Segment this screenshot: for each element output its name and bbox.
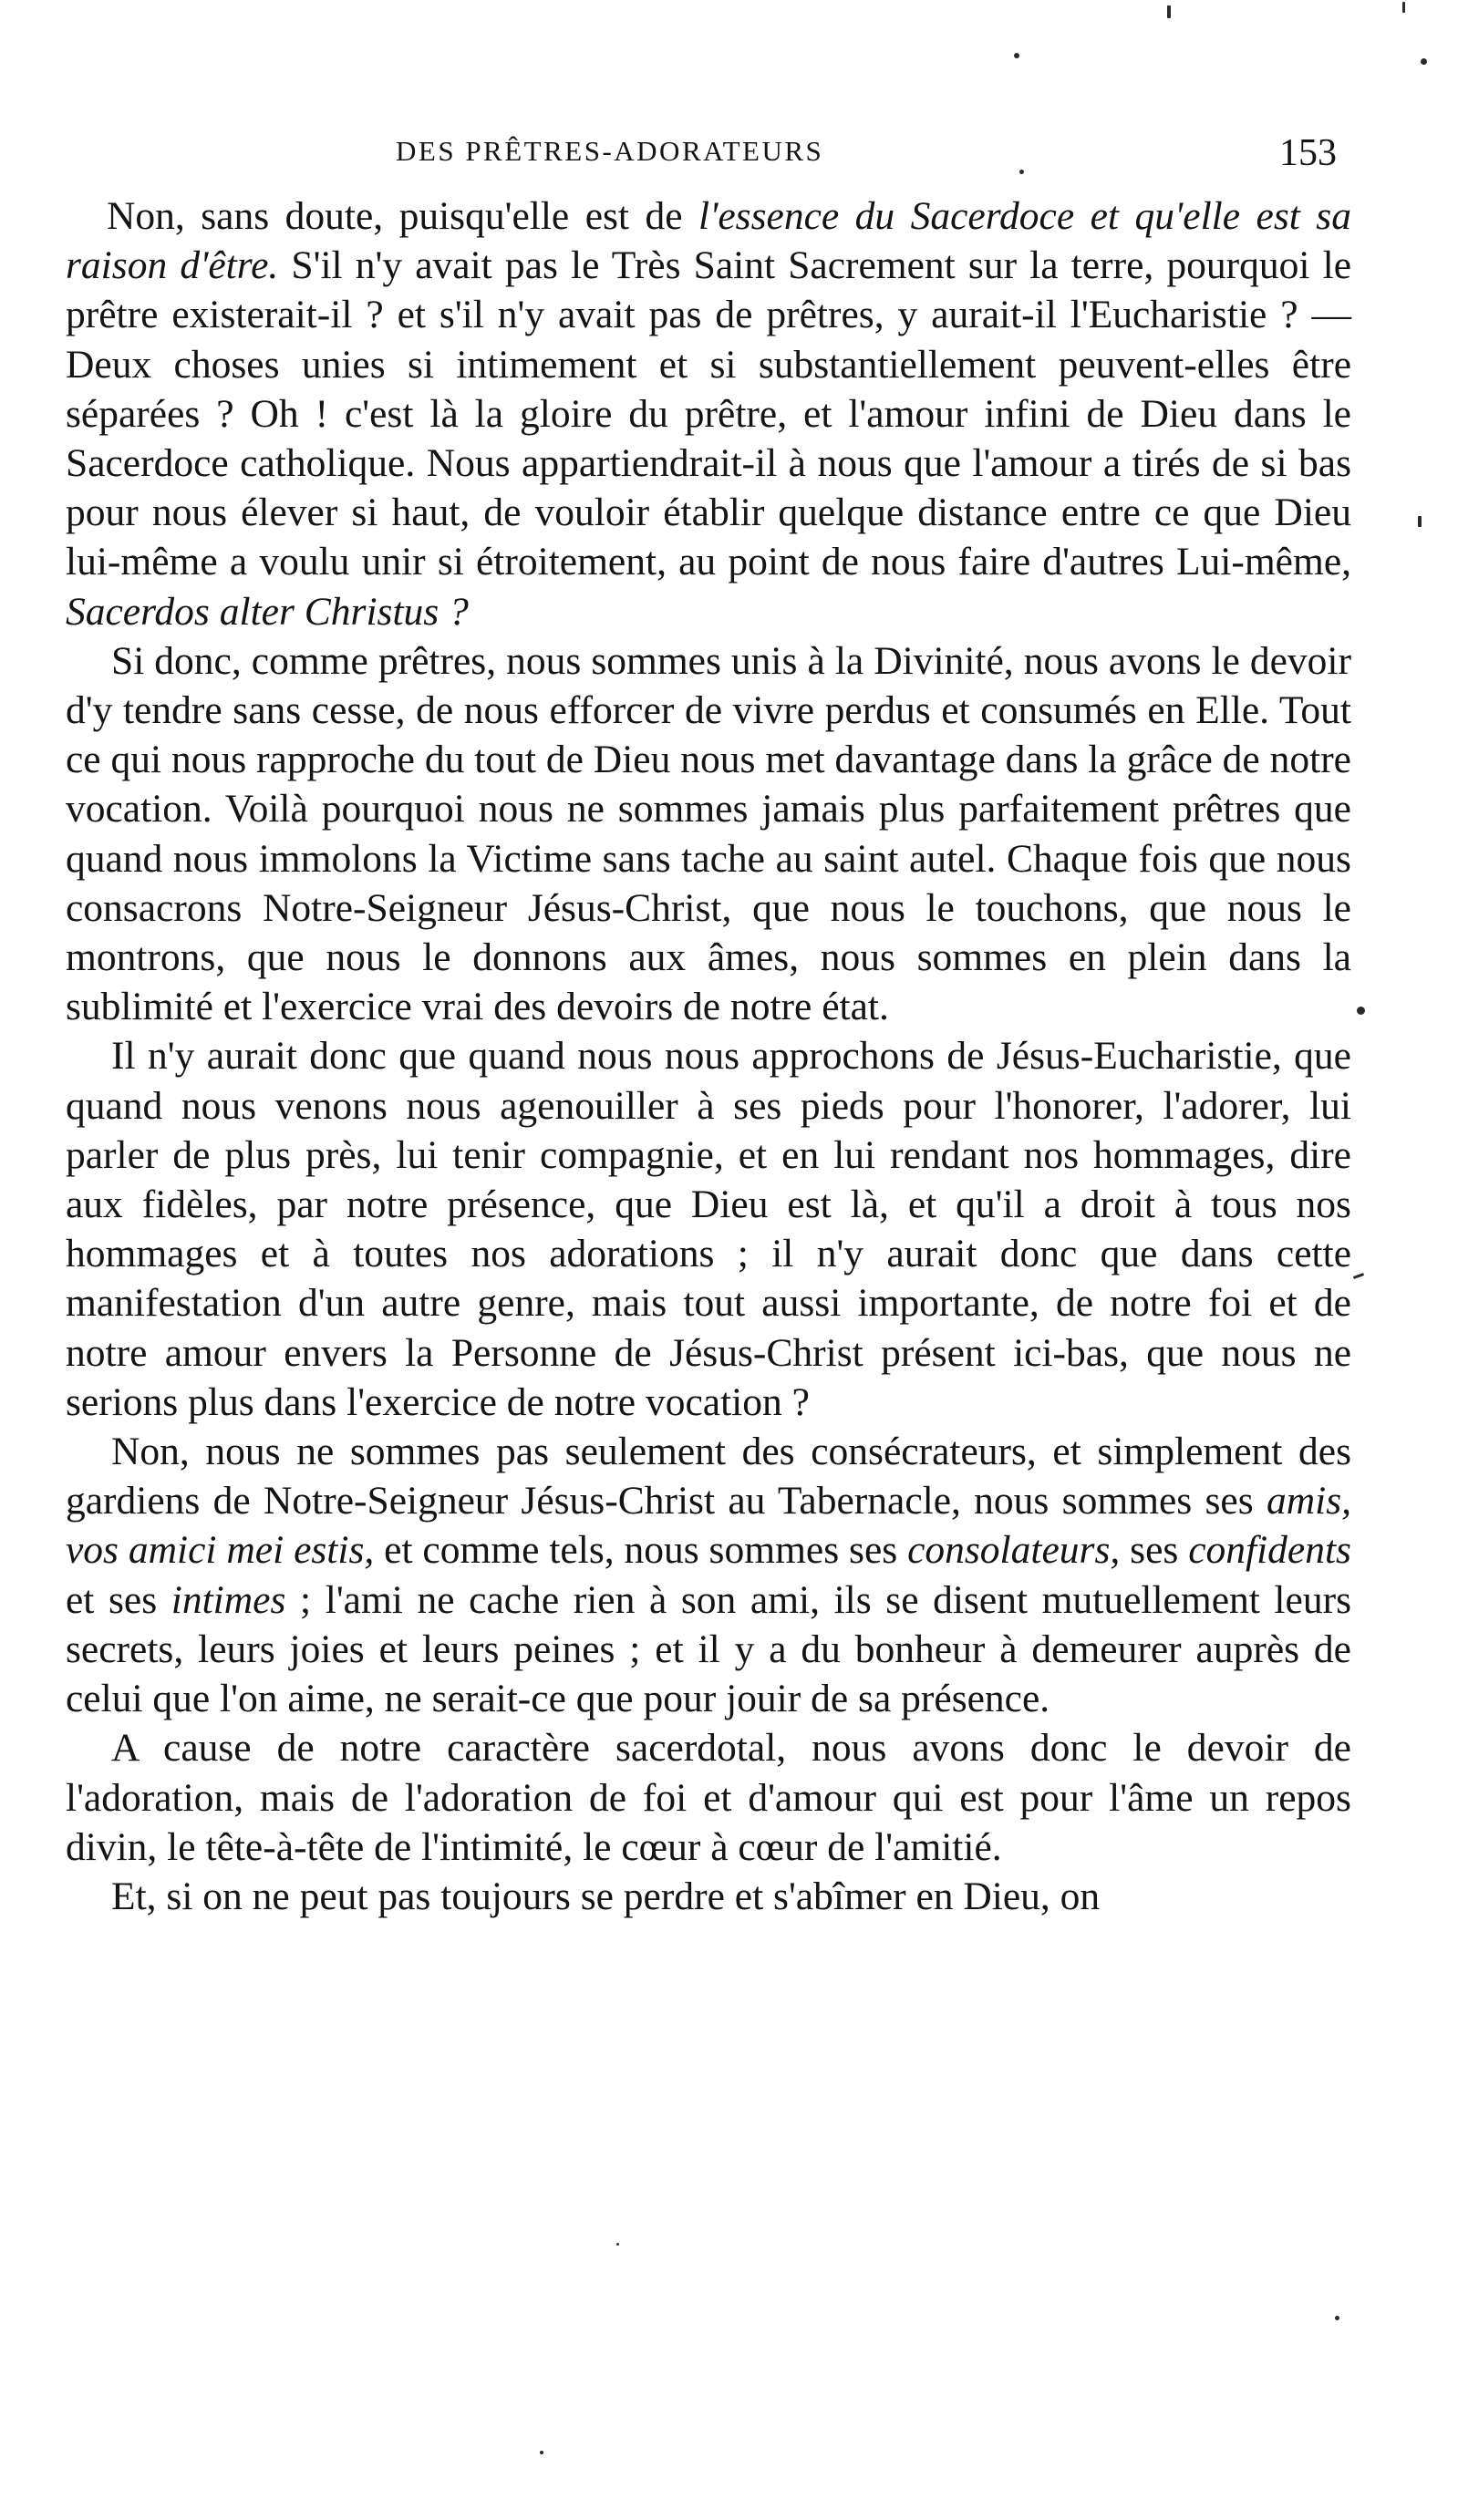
scan-speck [1019,170,1024,174]
scan-speck [1421,58,1427,65]
paragraph [66,1427,1351,1723]
running-head [66,126,1351,181]
scan-speck [540,2451,543,2454]
paragraph [66,191,1351,636]
italic-phrase: l'essence du Sacerdoce et qu'elle est sa raison d'être. [66,194,1351,288]
page-number: 153 [1279,132,1337,174]
italic-phrase: amis, vos amici mei estis, [66,1479,1351,1573]
scan-speck [1014,53,1019,58]
scan-speck [616,2243,619,2246]
text-run: S'il n'y avait pas le Très Saint Sacrement sur la terre, pourquoi le prêtre existerait-il ? et s'il n'y avait pas de prêtres, y aurait-il l'Eucharistie ? — Deux choses unies si intimement et si substantiellement peuvent-elles être séparées ? Oh ! c'est là la gloire du prêtre, et l'amour infini de Dieu dans le Sacerdoce catholique. Nous appartiendrait-il à nous que l'amour a tirés de si bas pour nous élever si haut, de vouloir établir quelque distance entre ce que Dieu lui-même a voulu unir si étroitement, au point de nous faire d'autres Lui-même, [66,243,1351,584]
paragraph [66,1031,1351,1427]
text-run: ses [1120,1528,1189,1573]
italic-phrase: confidents [1188,1528,1351,1573]
scan-speck [1353,1273,1364,1279]
text-run: et ses [66,1577,171,1622]
text-run: ; l'ami ne cache rien à son ami, ils se disent mutuellement leurs secrets, leurs joies et leurs peines ; et il y a du bonheur à demeurer auprès de celui que l'on aime, ne serait-ce que pour jouir de sa présence. [66,1577,1351,1721]
text-run: Non, nous ne sommes pas seulement des consécrateurs, et simplement des gardiens de Notre-Seigneur Jésus-Christ au Tabernacle, nous sommes ses [66,1430,1351,1523]
paragraph [66,1872,1351,1921]
paragraph [66,636,1351,1032]
scan-speck [1335,2316,1339,2320]
scan-speck [1418,516,1422,527]
text-run: Et, si on ne peut pas toujours se perdre et s'abîmer en Dieu, on [111,1874,1101,1918]
text-run: et comme tels, nous sommes ses [374,1528,908,1573]
text-run: Il n'y aurait donc que quand nous nous approchons de Jésus-Eucharistie, que quand nous venons nous agenouiller à ses pieds pour l'honorer, l'adorer, lui parler de plus près, lui tenir compagnie, et en lui rendant nos hommages, dire aux fidèles, par notre présence, que Dieu est là, et qu'il a droit à tous nos hommages et à toutes nos adorations ; il n'y aurait donc que dans cette manifestation d'un autre genre, mais tout aussi importante, de notre foi et de notre amour envers la Personne de Jésus-Christ présent ici-bas, que nous ne serions plus dans l'exercice de notre vocation ? [66,1034,1351,1424]
italic-phrase: Sacerdos alter Christus ? [66,589,469,634]
paragraph [66,1723,1351,1872]
text-run: A cause de notre caractère sacerdotal, nous avons donc le devoir de l'adoration, mais de l'adoration de foi et d'amour qui est pour l'âme un repos divin, le tête-à-tête de l'intimité, le cœur à cœur de l'amitié. [66,1726,1351,1869]
scan-speck [1402,2,1405,13]
scan-speck [1357,1007,1365,1015]
body-text [66,191,1351,1921]
text-run: Si donc, comme prêtres, nous sommes unis à la Divinité, nous avons le devoir d'y tendre sans cesse, de nous efforcer de vivre perdus et consumés en Elle. Tout ce qui nous rapproche du tout de Dieu nous met davantage dans la grâce de notre vocation. Voilà pourquoi nous ne sommes jamais plus parfaitement prêtres que quand nous immolons la Victime sans tache au saint autel. Chaque fois que nous consacrons Notre-Seigneur Jésus-Christ, que nous le touchons, que nous le montrons, que nous le donnons aux âmes, nous sommes en plein dans la sublimité et l'exercice vrai des devoirs de notre état. [66,638,1351,1029]
italic-phrase: consolateurs, [907,1528,1121,1573]
running-title: DES PRÊTRES-ADORATEURS [396,135,824,167]
text-run: Non, sans doute, puisqu'elle est de [107,194,698,238]
italic-phrase: intimes [171,1577,286,1622]
scan-speck [1167,5,1171,18]
